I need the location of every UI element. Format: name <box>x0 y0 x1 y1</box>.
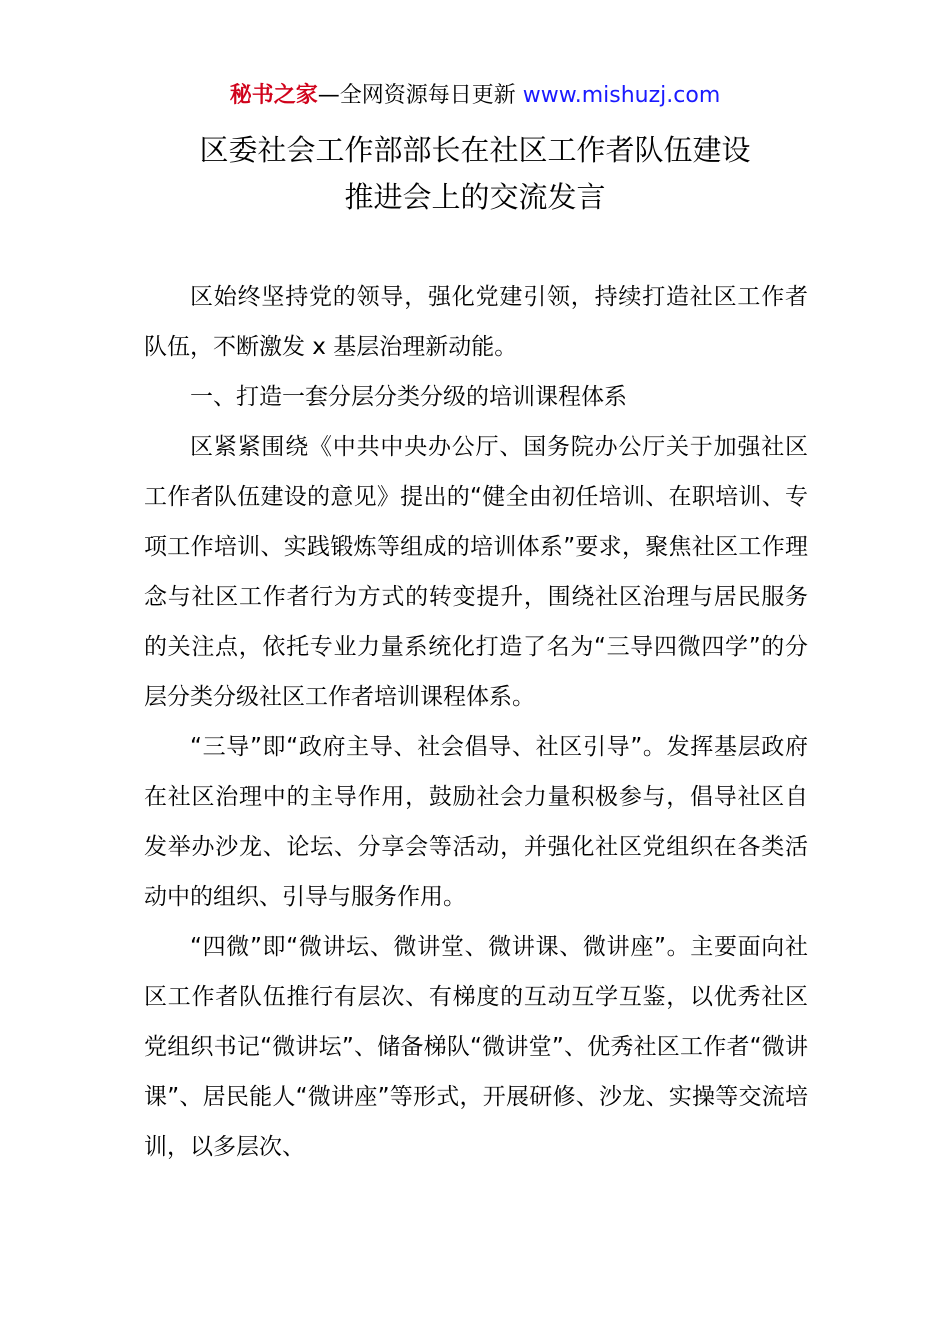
header-dash: — <box>317 83 340 108</box>
brand-name: 秘书之家 <box>229 83 318 108</box>
document-title-line-2: 推进会上的交流发言 <box>344 180 606 214</box>
section-heading-1: 一、打造一套分层分类分级的培训课程体系 <box>190 384 627 410</box>
document-title-line-1: 区委社会工作部部长在社区工作者队伍建设 <box>199 133 751 167</box>
site-header <box>0 80 950 112</box>
paragraph-three-guides: “三导”即“政府主导、社会倡导、社区引导”。发挥基层政府在社区治理中的主导作用，鼓励社会力量积极参与，倡导社区自发举办沙龙、论坛、分享会等活动，并强化社区党组织在各类活动中的组织、引导与服务作用。 <box>144 734 808 910</box>
paragraph-training-system: 区紧紧围绕《中共中央办公厅、国务院办公厅关于加强社区工作者队伍建设的意见》提出的“健全由初任培训、在职培训、专项工作培训、实践锻炼等组成的培训体系”要求，聚焦社区工作理念与社区工作者行为方式的转变提升，围绕社区治理与居民服务的关注点，依托专业力量系统化打造了名为“三导四微四学”的分层分类分级社区工作者培训课程体系。 <box>144 434 808 710</box>
paragraph-intro: 区始终坚持党的领导，强化党建引领，持续打造社区工作者队伍，不断激发 x 基层治理新动能。 <box>144 284 808 360</box>
paragraph-four-micro: “四微”即“微讲坛、微讲堂、微讲课、微讲座”。主要面向社区工作者队伍推行有层次、有梯度的互动互学互鉴，以优秀社区党组织书记“微讲坛”、储备梯队“微讲堂”、优秀社区工作者“微讲课”、居民能人“微讲座”等形式，开展研修、沙龙、实操等交流培训，以多层次、 <box>144 934 808 1160</box>
header-slogan: 全网资源每日更新 <box>339 83 523 108</box>
site-url-link[interactable]: www.mishuzj.com <box>522 83 721 108</box>
document-body <box>144 272 808 1172</box>
